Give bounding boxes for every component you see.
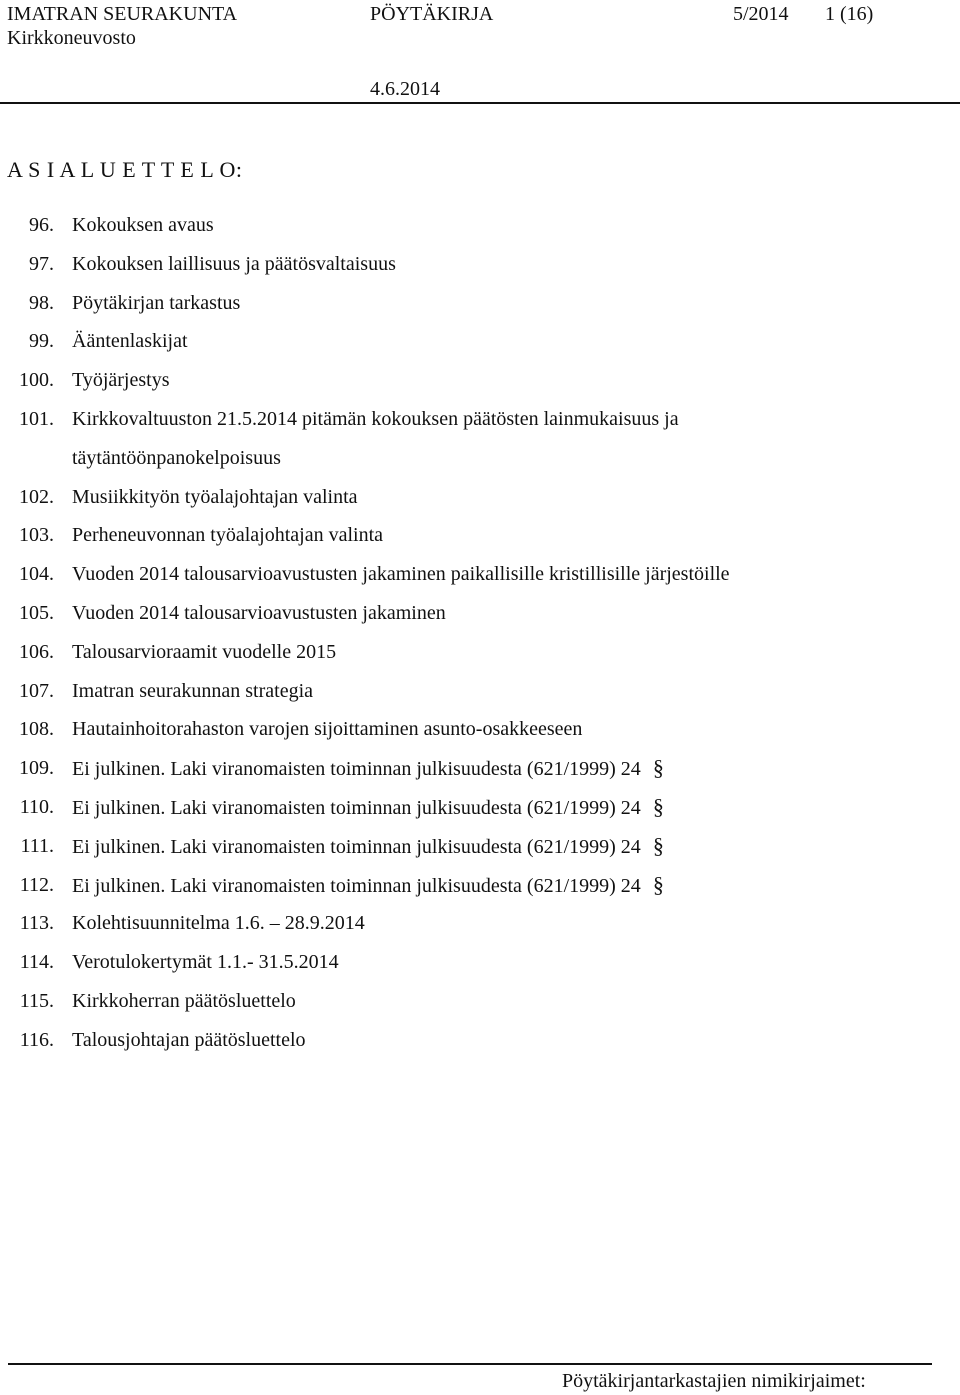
agenda-item [0,322,960,361]
agenda-item-number: 107. [19,679,54,702]
agenda-item [0,827,960,866]
agenda-item-number: 97. [29,252,54,275]
agenda-item-title [72,284,762,323]
agenda-item [0,943,960,982]
agenda-item-title [72,478,762,517]
agenda-item [0,284,960,323]
document-type: PÖYTÄKIRJA [370,3,494,25]
agenda-item-number: 103. [19,524,54,547]
agenda-item-text: Hautainhoitorahaston varojen sijoittaminen asunto-osakkeeseen [72,718,583,741]
agenda-item-text: Ei julkinen. Laki viranomaisten toiminnan julkisuudesta (621/1999) 24 [72,796,641,819]
agenda-item-title [72,594,762,633]
agenda-item-title [72,904,762,943]
agenda-item [0,594,960,633]
agenda-item-text: Talousarvioraamit vuodelle 2015 [72,640,337,663]
agenda-item-title [72,827,762,867]
agenda-item-text: Vuoden 2014 talousarvioavustusten jakaminen [72,601,446,624]
document-number: 5/2014 [733,3,789,25]
page-number: 1 (16) [825,3,874,25]
agenda-item [0,245,960,284]
section-sign: § [652,832,664,858]
agenda-item [0,749,960,788]
agenda-item-text: Talousjohtajan päätösluettelo [72,1028,306,1051]
agenda-item-text: Ei julkinen. Laki viranomaisten toiminnan julkisuudesta (621/1999) 24 [72,874,641,897]
agenda-item-number: 102. [19,485,54,508]
agenda-item-text: Kokouksen laillisuus ja päätösvaltaisuus [72,252,396,275]
agenda-item [0,400,960,478]
agenda-list [0,206,960,1060]
agenda-item [0,478,960,517]
agenda-item-number: 112. [19,873,54,896]
agenda-item-title [72,710,762,749]
agenda-item-number: 113. [19,912,54,935]
agenda-item-title [72,245,762,284]
agenda-item-title [72,982,762,1021]
agenda-item [0,1021,960,1060]
agenda-item-title [72,555,762,594]
agenda-item-text: Ääntenlaskijat [72,330,188,353]
agenda-item-title [72,206,762,245]
agenda-item-number: 106. [19,640,54,663]
agenda-item-text: Kolehtisuunnitelma 1.6. – 28.9.2014 [72,912,365,935]
agenda-item-text: Ei julkinen. Laki viranomaisten toiminnan julkisuudesta (621/1999) 24 [72,758,641,781]
agenda-item-text: Kirkkovaltuuston 21.5.2014 pitämän kokouksen päätösten lainmukaisuus ja täytäntöönpanokelpoisuus [72,407,679,469]
agenda-item-number: 99. [29,330,54,353]
agenda-item [0,516,960,555]
agenda-item-text: Kokouksen avaus [72,214,214,236]
agenda-item-number: 110. [19,795,54,818]
agenda-item [0,982,960,1021]
agenda-item-number: 101. [19,407,54,430]
agenda-item-text: Pöytäkirjan tarkastus [72,291,241,314]
agenda-item-title [72,672,762,711]
agenda-item-title [72,749,762,789]
agenda-item-number: 104. [19,563,54,586]
agenda-item-number: 105. [19,601,54,624]
agenda-item-title [72,866,762,906]
agenda-item-text: Perheneuvonnan työalajohtajan valinta [72,524,384,547]
agenda-item [0,788,960,827]
agenda-item-text: Työjärjestys [72,369,170,392]
agenda-item [0,866,960,905]
agenda-item-text: Musiikkityön työalajohtajan valinta [72,485,358,508]
meeting-date: 4.6.2014 [370,78,440,100]
agenda-item-text: Imatran seurakunnan strategia [72,679,314,702]
agenda-item [0,555,960,594]
agenda-item-title [72,361,762,400]
agenda-item [0,710,960,749]
section-sign: § [652,871,664,897]
agenda-item-number: 98. [29,291,54,314]
agenda-item-text: Verotulokertymät 1.1.- 31.5.2014 [72,951,339,974]
agenda-item-number: 108. [19,718,54,741]
agenda-item-text: Vuoden 2014 talousarvioavustusten jakaminen paikallisille kristillisille järjestöille [72,563,730,586]
agenda-item-number: 100. [19,369,54,392]
agenda-item-number: 114. [19,951,54,974]
agenda-item [0,633,960,672]
agenda-item [0,672,960,711]
agenda-item-number: 109. [19,757,54,780]
agenda-item [0,361,960,400]
signature-label: Pöytäkirjantarkastajien nimikirjaimet: [562,1370,866,1392]
organization-name: IMATRAN SEURAKUNTA [7,3,238,25]
agenda-item-title [72,943,762,982]
agenda-item-title [72,322,762,361]
agenda-item-text: Ei julkinen. Laki viranomaisten toiminnan julkisuudesta (621/1999) 24 [72,835,641,858]
agenda-item-number: 116. [19,1028,54,1051]
agenda-item-title [72,400,762,478]
agenda-item-number: 111. [20,834,54,857]
governing-body: Kirkkoneuvosto [7,27,136,49]
agenda-item [0,904,960,943]
agenda-item-title [72,1021,762,1060]
footer-divider [8,1363,932,1365]
agenda-item-text: Kirkkoherran päätösluettelo [72,989,296,1012]
agenda-item-number: 115. [19,989,54,1012]
section-sign: § [652,755,664,781]
header-divider [0,102,960,104]
agenda-item-title [72,788,762,828]
agenda-heading: A S I A L U E T T E L O: [7,157,243,182]
agenda-item-number: 96. [29,214,54,236]
agenda-item-title [72,516,762,555]
agenda-item-title [72,633,762,672]
agenda-item [0,206,960,245]
section-sign: § [652,793,664,819]
